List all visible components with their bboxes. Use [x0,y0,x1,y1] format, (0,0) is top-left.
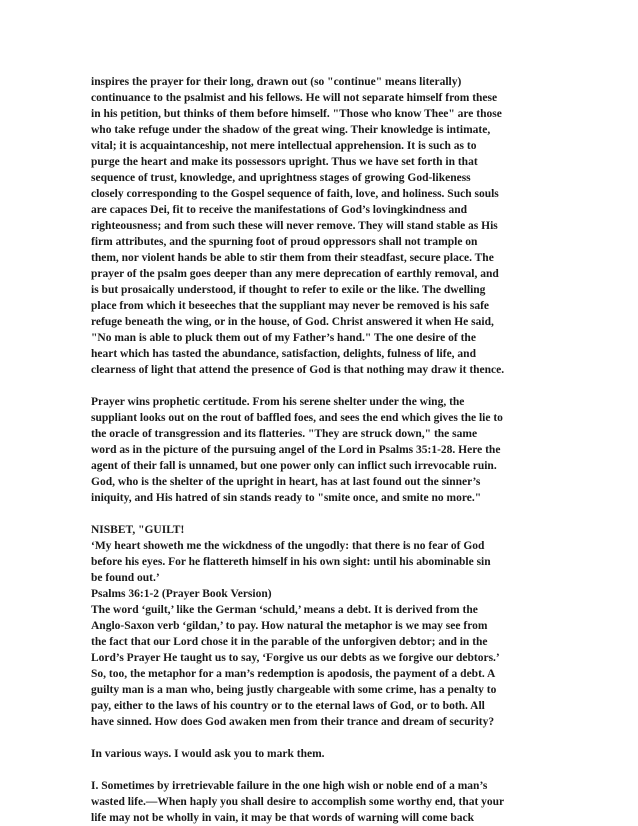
text-line: God, who is the shelter of the upright in heart, has at last found out the sinner’s [91,476,481,488]
text-line: closely corresponding to the Gospel sequence of faith, love, and holiness. Such souls [91,188,499,200]
text-line: be found out.’ [91,572,160,584]
text-line: clearness of light that attend the presence of God is that nothing may draw it thence. [91,364,505,376]
paragraph-1 [91,74,559,378]
text-line: In various ways. I would ask you to mark them. [91,748,325,760]
text-line: Anglo-Saxon verb ‘gildan,’ to pay. How natural the metaphor is we may see from [91,620,488,632]
text-line: who take refuge under the shadow of the great wing. Their knowledge is intimate, [91,124,491,136]
paragraph-5 [91,778,559,826]
scripture-reference: Psalms 36:1-2 (Prayer Book Version) [91,588,272,600]
text-line: word as in the picture of the pursuing angel of the Lord in Psalms 35:1-28. Here the [91,444,501,456]
text-line: life may not be wholly in vain, it may be that words of warning will come back [91,812,475,824]
text-line: refuge beneath the wing, or in the house, of God. Christ answered it when He said, [91,316,494,328]
text-line: are capaces Dei, fit to receive the manifestations of God’s lovingkindness and [91,204,468,216]
paragraph-3 [91,522,559,730]
text-line: firm attributes, and the spurning foot of proud oppressors shall not trample on [91,236,478,248]
text-line: the oracle of transgression and its flatteries. "They are struck down," the same [91,428,478,440]
text-line: them, nor violent hands be able to stir them from their steadfast, secure place. The [91,252,494,264]
text-line: iniquity, and His hatred of sin stands ready to "smite once, and smite no more." [91,492,482,504]
section-heading: NISBET, "GUILT! [91,524,185,536]
document-page [91,74,559,826]
text-line: in his petition, but thinks of them before himself. "Those who know Thee" are those [91,108,502,120]
text-line: the fact that our Lord chose it in the parable of the unforgiven debtor; and in the [91,636,488,648]
text-line: heart which has tasted the abundance, satisfaction, delights, fulness of life, and [91,348,476,360]
text-line: pay, either to the laws of his country or to the eternal laws of God, or to both. All [91,700,485,712]
text-line: have sinned. How does God awaken men from their trance and dream of security? [91,716,495,728]
text-line: righteousness; and from such these will never remove. They will stand stable as His [91,220,498,232]
text-line: wasted life.—When haply you shall desire to accomplish some worthy end, that your [91,796,505,808]
paragraph-4 [91,746,559,762]
text-line: ‘My heart showeth me the wickdness of the ungodly: that there is no fear of God [91,540,485,552]
text-line: place from which it beseeches that the suppliant may never be removed is his safe [91,300,490,312]
text-line: continuance to the psalmist and his fellows. He will not separate himself from these [91,92,498,104]
text-line: prayer of the psalm goes deeper than any mere deprecation of earthly removal, and [91,268,499,280]
text-line: I. Sometimes by irretrievable failure in the one high wish or noble end of a man’s [91,780,488,792]
text-line: sequence of trust, knowledge, and uprightness stages of growing God-likeness [91,172,471,184]
text-line: The word ‘guilt,’ like the German ‘schuld,’ means a debt. It is derived from the [91,604,478,616]
text-line: is but prosaically understood, if thought to refer to exile or the like. The dwelling [91,284,486,296]
text-line: "No man is able to pluck them out of my Father’s hand." The one desire of the [91,332,476,344]
text-line: Prayer wins prophetic certitude. From his serene shelter under the wing, the [91,396,465,408]
text-line: So, too, the metaphor for a man’s redemption is apodosis, the payment of a debt. A [91,668,496,680]
text-line: purge the heart and make its possessors upright. Thus we have set forth in that [91,156,478,168]
text-line: suppliant looks out on the rout of baffled foes, and sees the end which gives the lie to [91,412,503,424]
text-line: vital; it is acquaintanceship, not mere intellectual apprehension. It is such as to [91,140,477,152]
text-line: before his eyes. For he flattereth himself in his own sight: until his abominable sin [91,556,491,568]
text-line: agent of their fall is unnamed, but one power only can inflict such irrevocable ruin. [91,460,497,472]
text-line: guilty man is a man who, being justly chargeable with some crime, has a penalty to [91,684,497,696]
paragraph-2 [91,394,559,506]
text-line: Lord’s Prayer He taught us to say, ‘Forgive us our debts as we forgive our debtors.’ [91,652,500,664]
text-line: inspires the prayer for their long, drawn out (so "continue" means literally) [91,76,462,88]
